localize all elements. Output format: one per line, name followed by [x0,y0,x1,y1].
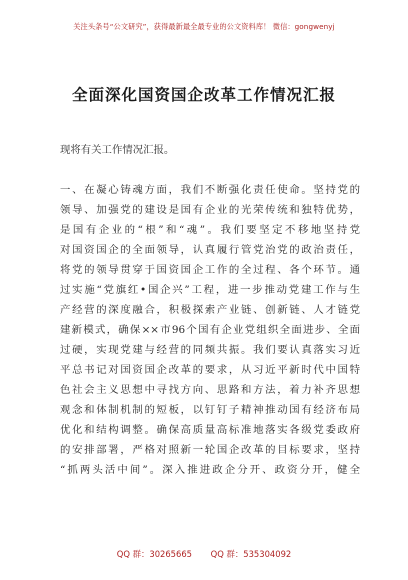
paragraph-line: 的安排部署，严格对照新一轮国企改革的目标要求，坚持 [60,444,360,456]
document-title: 全面深化国资国企改革工作情况汇报 [71,86,336,104]
paragraph-line: 是国有企业的“根”和“魂”。我们要坚定不移地坚持党 [60,224,360,236]
paragraph-line: 建新模式，确保××市96个国有企业党组织全面进步、全面 [60,324,360,336]
paragraph-line: 将党的领导贯穿于国资国企工作的全过程、各个环节。通 [60,264,360,276]
paragraph-line: 过硬，实现党建与经营的同频共振。我们要认真落实习近 [60,344,360,356]
paragraph-line: 平总书记对国资国企改革的要求，从习近平新时代中国特 [60,364,360,376]
paragraph-line: 过实施“党旗红•国企兴”工程，进一步推动党建工作与生 [60,284,360,296]
paragraph-line: 色社会主义思想中寻找方向、思路和方法，着力补齐思想 [60,384,360,396]
paragraph-line: 优化和结构调整。确保高质量高标准地落实各级党委政府 [60,424,360,436]
paragraph-line: 观念和体制机制的短板，以钉钉子精神推动国有经济布局 [60,404,360,416]
paragraph-line: 领导、加强党的建设是国有企业的光荣传统和独特优势， [60,204,360,216]
footer-contact [0,548,408,560]
footer-qq-group-1: QQ 群：30265665 [116,549,192,559]
paragraph-line: “抓两头活中间”。深入推进政企分开、政资分开，健全 [60,464,360,476]
intro-paragraph: 现将有关工作情况汇报。 [60,144,175,156]
main-paragraph [60,180,360,480]
document-body [60,140,360,480]
header-banner: 关注头条号“公文研究”，获得最新最全最专业的公文资料库！ 微信：gongwenyj [73,22,335,31]
paragraph-line: 一、在凝心铸魂方面，我们不断强化责任使命。坚持党的 [60,184,360,196]
paragraph-line: 产经营的深度融合，积极探索产业链、创新链、人才链党 [60,304,360,316]
footer-qq-group-2: QQ 群：535304092 [210,549,292,559]
paragraph-line: 对国资国企的全面领导，认真履行管党治党的政治责任， [60,244,360,256]
